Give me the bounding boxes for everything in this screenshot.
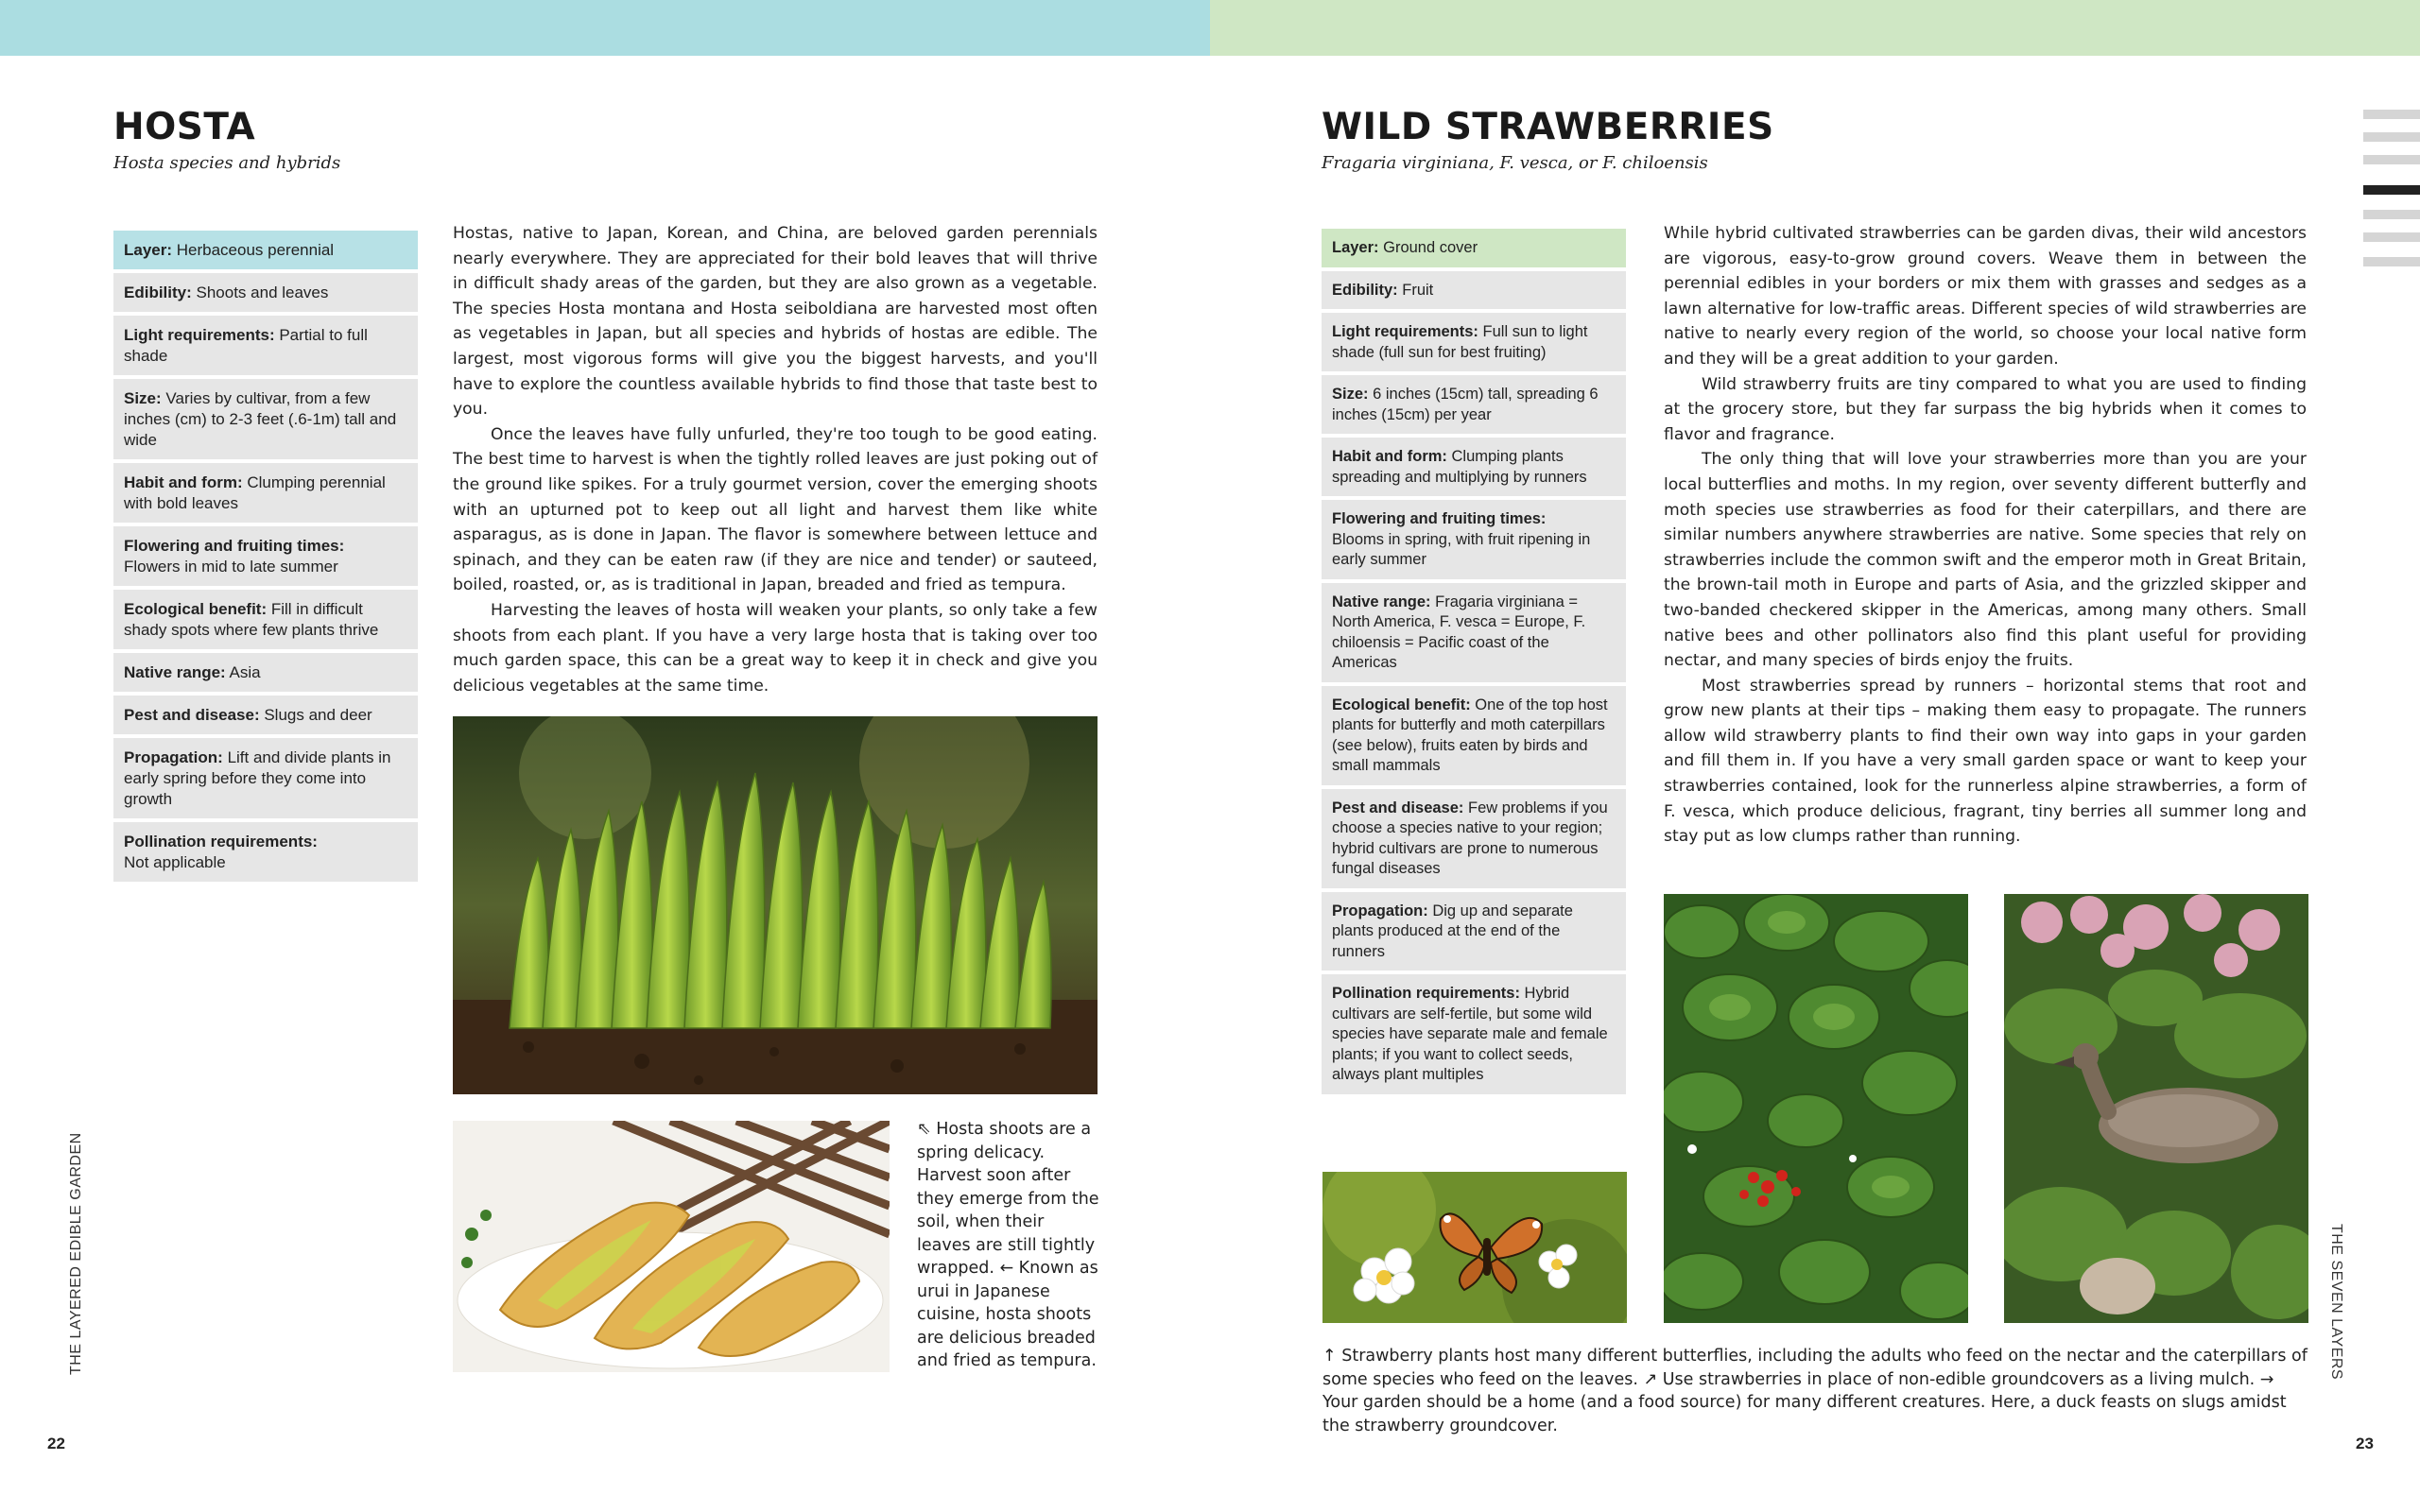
fact-edibility: Edibility: Shoots and leaves: [113, 273, 418, 312]
photo-duck: [2004, 894, 2308, 1323]
photo-hosta-tempura: [453, 1121, 890, 1372]
fact-pollination: Pollination requirements: Not applicable: [113, 822, 418, 882]
section-tab-marker: [2363, 155, 2420, 164]
paragraph: The only thing that will love your strawberries more than you are your local butterflies and moths. In my region, over seventy different butterfly and moth species use strawberries as food for their caterpillars, and there are similar numbers anywhere strawberries are native. Some species that rely on strawberries include the common swift and the emperor moth in Great Britain, the brown-tail moth in Europe and parts of Asia, and the grizzled skipper and two-banded checkered skipper in the Americas, among many others. Small native bees and other pollinators also find this plant useful for providing nectar, and many species of birds enjoy the fruits.: [1664, 450, 2307, 671]
page-title-hosta: HOSTA: [113, 106, 256, 148]
paragraph: Once the leaves have fully unfurled, they're too tough to be good eating. The best time to harvest is when the tightly rolled leaves are just poking out of the ground like spikes. For a truly gourmet version, cover the emerging shoots with an upturned pot to keep out all light and harvest them like white asparagus, as is done in Japan. The flavor is somewhere between lettuce and spinach, and they can be eaten raw (if they are nice and tender) or sauteed, boiled, roasted, or, as is traditional in Japan, breaded and fried as tempura.: [453, 424, 1098, 595]
fact-size: Size: Varies by cultivar, from a few inches (cm) to 2-3 feet (.6-1m) tall and wide: [113, 379, 418, 459]
fact-pest: Pest and disease: Slugs and deer: [113, 696, 418, 734]
running-head-left: THE LAYERED EDIBLE GARDEN: [68, 1132, 84, 1375]
caption-strawberries: ↑ Strawberry plants host many different butterflies, including the adults who feed on the nectar and the caterpillars of some species who feed on the leaves. ↗ Use strawberries in place of non-edible groundcovers as a living mulch. → Your garden should be a home (and a food source) for many different creatures. Here, a duck feasts on slugs amidst the strawberry groundcover.: [1322, 1347, 2308, 1435]
page-title-strawberries: WILD STRAWBERRIES: [1322, 106, 1774, 148]
section-tab-marker: [2363, 257, 2420, 266]
section-tab-marker: [2363, 132, 2420, 142]
paragraph: While hybrid cultivated strawberries can be garden divas, their wild ancestors are vigorous, easy-to-grow ground covers. Weave them in between the perennial edibles in your borders or mix them with grasses and sedges as a lawn alternative for low-traffic areas. Different species of wild strawberries are native to nearly every region of the world, so choose your local native form and they will be a great addition to your garden.: [1664, 224, 2307, 369]
body-text-hosta: [453, 221, 1098, 698]
paragraph: Most strawberries spread by runners – horizontal stems that root and grow new plants at their tips – making them easy to propagate. The runners allow wild strawberry plants to find their own way into gaps in your garden and fill them in. If you have a very small garden space or want to keep your strawberries contained, look for the runnerless alpine strawberries, a form of F. vesca, which produce delicious, fragrant, tiny berries all summer long and stay put as low clumps rather than running.: [1664, 676, 2307, 847]
fact-native-range: Native range: Fragaria virginiana = North America, F. vesca = Europe, F. chiloensis = Pacific coast of the Americas: [1322, 583, 1626, 682]
paragraph: Wild strawberry fruits are tiny compared to what you are used to finding at the grocery store, but they far surpass the big hybrids when it comes to flavor and fragrance.: [1664, 374, 2307, 444]
fact-size: Size: 6 inches (15cm) tall, spreading 6 inches (15cm) per year: [1322, 375, 1626, 434]
page-subtitle-hosta: Hosta species and hybrids: [113, 153, 341, 173]
fact-box-strawberries: [1322, 229, 1626, 1098]
caption-hosta: ⇖ Hosta shoots are a spring delicacy. Harvest soon after they emerge from the soil, when their leaves are still tightly wrapped. ← Known as urui in Japanese cuisine, hosta shoots are delicious breaded and fried as tempura.: [917, 1120, 1099, 1370]
fact-ecological: Ecological benefit: One of the top host plants for butterfly and moth caterpillars (see below), fruits eaten by birds and small mammals: [1322, 686, 1626, 785]
fact-flowering: Flowering and fruiting times: Blooms in spring, with fruit ripening in early summer: [1322, 500, 1626, 579]
fact-ecological: Ecological benefit: Fill in difficult shady spots where few plants thrive: [113, 590, 418, 649]
running-head-right: THE SEVEN LAYERS: [2328, 1224, 2344, 1381]
paragraph: Hostas, native to Japan, Korean, and China, are beloved garden perennials nearly everywhere. They are appreciated for their bold leaves that will thrive in difficult shady areas of the garden, but they are also grown as a vegetable. The species Hosta montana and Hosta seiboldiana are harvested most often as vegetables in Japan, but all species and hybrids of hostas are edible. The largest, most vigorous forms will give you the biggest harvests, and you'll have to explore the countless available hybrids to find those that taste best to you.: [453, 224, 1098, 420]
fact-habit: Habit and form: Clumping plants spreading and multiplying by runners: [1322, 438, 1626, 496]
photo-strawberry-groundcover: [1664, 894, 1968, 1323]
fact-habit: Habit and form: Clumping perennial with bold leaves: [113, 463, 418, 523]
top-color-band-right: [1210, 0, 2420, 56]
section-tab-marker: [2363, 110, 2420, 119]
top-color-band-left: [0, 0, 1210, 56]
photo-butterfly: [1322, 1172, 1627, 1323]
fact-light: Light requirements: Full sun to light shade (full sun for best fruiting): [1322, 313, 1626, 371]
page-number-left: 22: [47, 1435, 65, 1452]
fact-flowering: Flowering and fruiting times: Flowers in mid to late summer: [113, 526, 418, 586]
photo-hosta-shoots: [453, 716, 1098, 1094]
fact-propagation: Propagation: Dig up and separate plants produced at the end of the runners: [1322, 892, 1626, 971]
section-tab-marker-active: [2363, 185, 2420, 195]
body-text-strawberries: [1664, 221, 2307, 850]
page-number-right: 23: [2356, 1435, 2374, 1452]
fact-box-hosta: [113, 231, 418, 885]
section-tab-marker: [2363, 210, 2420, 219]
fact-pest: Pest and disease: Few problems if you choose a species native to your region; hybrid cultivars are prone to numerous fungal diseases: [1322, 789, 1626, 888]
page-subtitle-strawberries: Fragaria virginiana, F. vesca, or F. chiloensis: [1322, 153, 1708, 173]
section-tab-marker: [2363, 232, 2420, 242]
fact-pollination: Pollination requirements: Hybrid cultivars are self-fertile, but some wild species have separate male and female plants; if you want to collect seeds, always plant multiples: [1322, 974, 1626, 1094]
fact-edibility: Edibility: Fruit: [1322, 271, 1626, 310]
fact-layer: Layer: Herbaceous perennial: [113, 231, 418, 269]
fact-layer: Layer: Ground cover: [1322, 229, 1626, 267]
fact-light: Light requirements: Partial to full shade: [113, 316, 418, 375]
fact-propagation: Propagation: Lift and divide plants in early spring before they come into growth: [113, 738, 418, 818]
paragraph: Harvesting the leaves of hosta will weaken your plants, so only take a few shoots from each plant. If you have a very large hosta that is taking over too much garden space, this can be a great way to keep it in check and give you delicious vegetables at the same time.: [453, 600, 1098, 696]
fact-native-range: Native range: Asia: [113, 653, 418, 692]
